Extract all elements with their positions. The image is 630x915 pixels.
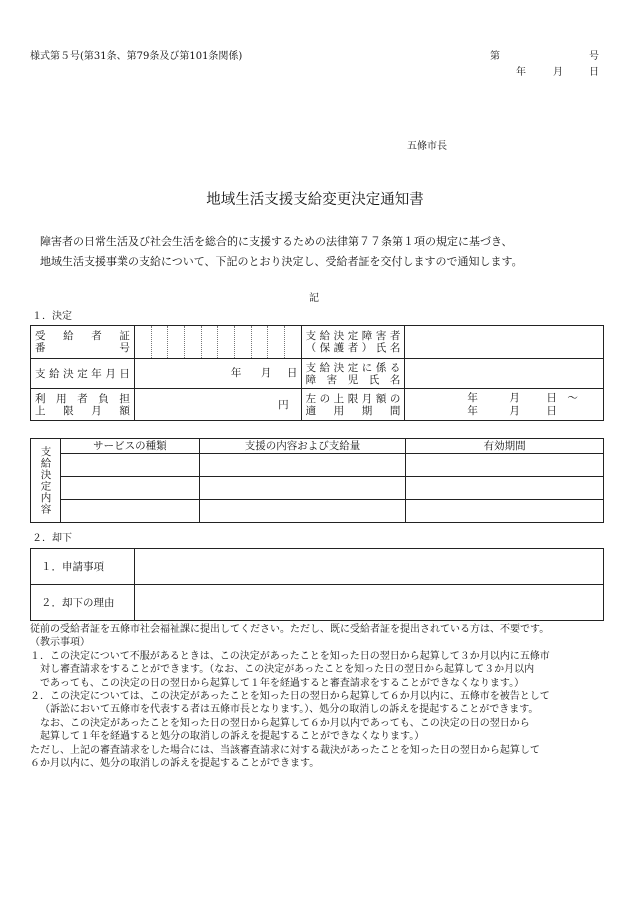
header-service-type: サービスの種類 — [60, 439, 199, 454]
application-item-label: １．申請事項 — [31, 549, 135, 585]
section1-heading: １．決定 — [32, 311, 72, 322]
support-cell[interactable] — [199, 454, 406, 477]
note-1-line-c: であっても、この決定の日の翌日から起算して１年を経過すると審査請求をすることができなくなります。） — [40, 677, 525, 689]
period-cell[interactable] — [406, 477, 604, 500]
service-cell[interactable] — [60, 454, 199, 477]
child-name-label: 支給決定に係る 障 害 児 氏 名 — [301, 359, 405, 389]
service-cell[interactable] — [60, 500, 199, 523]
child-name-value[interactable] — [405, 359, 604, 389]
proviso-line-b: ６か月以内に、処分の取消しの訴えを提起することができます。 — [30, 758, 320, 770]
header-support-content: 支援の内容および支給量 — [199, 439, 406, 454]
note-2-line-a: ２．この決定については、この決定があったことを知った日の翌日から起算して６か月以内に、五條市を被告として — [30, 691, 550, 703]
content-table — [30, 438, 604, 523]
intro-line-2: 地域生活支援事業の支給について、下記のとおり決定し、受給者証を交付しますので通知します。 — [40, 255, 523, 268]
notes — [30, 623, 615, 770]
service-cell[interactable] — [60, 477, 199, 500]
decision-table — [30, 325, 604, 421]
guardian-name-label: 支給決定障害者 （保護者）氏名 — [301, 326, 405, 359]
proviso-line-a: ただし、上記の審査請求をした場合には、当該審査請求に対する裁決があったことを知った日の翌日から起算して — [30, 744, 540, 756]
guardian-name-value[interactable] — [405, 326, 604, 359]
burden-limit-value[interactable]: 円 — [134, 389, 301, 421]
intro-line-1: 障害者の日常生活及び社会生活を総合的に支援するための法律第７７条第１項の規定に基づき、 — [40, 235, 513, 248]
table-row — [31, 500, 604, 523]
note-1-line-b: 対し審査請求をすることができます。（なお、この決定があったことを知った日の翌日から起算して３か月以内 — [40, 664, 535, 676]
support-cell[interactable] — [199, 500, 406, 523]
table-row — [31, 477, 604, 500]
return-notice: 従前の受給者証を五條市社会福祉課に提出してください。ただし、既に受給者証を提出されている方は、不要です。 — [30, 624, 550, 635]
ki-label: 記 — [309, 293, 319, 304]
content-side-label: 支給決定内容 — [31, 439, 61, 523]
note-2-line-d: 起算して１年を経過すると処分の取消しの訴えを提起することができなくなります。） — [40, 731, 425, 743]
note-1-line-a: １．この決定について不服があるときは、この決定があったことを知った日の翌日から起算して３か月以内に五條市 — [30, 650, 550, 662]
rejection-reason-label: ２．却下の理由 — [31, 585, 135, 621]
application-item-value[interactable] — [134, 549, 603, 585]
decision-date-value[interactable]: 年 月 日 — [134, 359, 301, 389]
form-number: 様式第５号(第31条、第79条及び第101条関係) — [30, 51, 243, 62]
burden-limit-label: 利 用 者 負 担 上 限 月 額 — [31, 389, 135, 421]
support-cell[interactable] — [199, 477, 406, 500]
table-row — [31, 454, 604, 477]
period-cell[interactable] — [406, 454, 604, 477]
date-day: 日 — [589, 67, 599, 78]
recipient-no-label: 受 給 者 証 番 号 — [31, 326, 135, 359]
recipient-no-cells[interactable] — [134, 326, 301, 359]
issuer: 五條市長 — [407, 141, 447, 152]
decision-date-label: 支給決定年月日 — [31, 359, 135, 389]
rejection-table — [30, 548, 604, 621]
period-value[interactable]: 年 月 日 ～ 年 月 日 — [405, 389, 604, 421]
period-label: 左の上限月額の 適 用 期 間 — [301, 389, 405, 421]
rejection-reason-value[interactable] — [134, 585, 603, 621]
header-valid-period: 有効期間 — [406, 439, 604, 454]
doc-number-suffix: 号 — [589, 51, 599, 62]
doc-number-prefix: 第 — [490, 51, 500, 62]
note-2-line-c: なお、この決定があったことを知った日の翌日から起算して６か月以内であっても、この決定の日の翌日から — [40, 717, 530, 729]
date-year: 年 — [516, 67, 526, 78]
page-title: 地域生活支援支給変更決定通知書 — [206, 192, 424, 208]
date-month: 月 — [553, 67, 563, 78]
notes-label: （教示事項） — [30, 637, 90, 649]
note-2-line-b: （訴訟において五條市を代表する者は五條市長となります。）、処分の取消しの訴えを提起することができます。 — [40, 704, 539, 716]
period-cell[interactable] — [406, 500, 604, 523]
section2-heading: ２．却下 — [32, 533, 72, 544]
